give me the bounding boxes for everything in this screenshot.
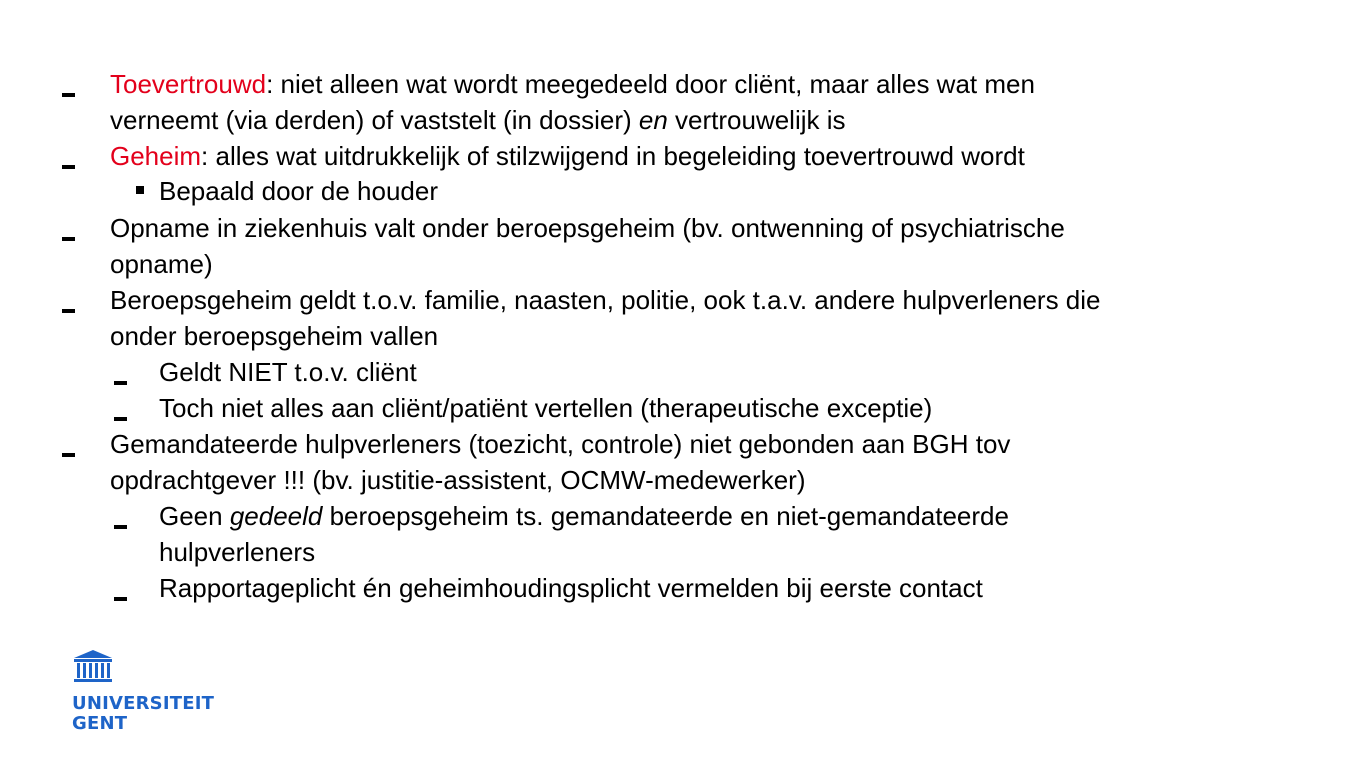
- bullet-icon: [62, 237, 75, 241]
- sub-bullet-item: Rapportageplicht én geheimhoudingsplicht vermelden bij eerste contact: [159, 573, 983, 603]
- bullet-icon: [62, 165, 75, 169]
- bullet-item-toevertrouwd: [110, 66, 1035, 102]
- sub-bullet-icon: [114, 597, 127, 601]
- bullet-item-continuation: [110, 102, 846, 138]
- bullet-icon: [62, 93, 75, 97]
- sub-bullet-icon: [114, 381, 127, 385]
- bullet-item-beroepsgeheim: Beroepsgeheim geldt t.o.v. familie, naasten, politie, ook t.a.v. andere hulpverleners die: [110, 285, 1101, 315]
- sub-text: Geen: [159, 501, 230, 531]
- definition-text: : alles wat uitdrukkelijk of stilzwijgend in begeleiding toevertrouwd wordt: [201, 141, 1025, 171]
- logo-text-line2: GENT: [72, 713, 128, 734]
- square-bullet-icon: [136, 186, 144, 194]
- bullet-icon: [62, 453, 75, 457]
- emphasis-text: en: [638, 105, 668, 135]
- term-geheim: Geheim: [110, 141, 202, 171]
- definition-text: : niet alleen wat wordt meegedeeld door cliënt, maar alles wat men: [266, 69, 1035, 99]
- bullet-item-geheim: [110, 138, 1025, 174]
- bullet-icon: [62, 309, 75, 313]
- sub-bullet-icon: [114, 417, 127, 421]
- sub-bullet-continuation: hulpverleners: [159, 537, 316, 567]
- sub-bullet-item: Toch niet alles aan cliënt/patiënt vertellen (therapeutische exceptie): [159, 393, 933, 423]
- bullet-item-continuation: opdrachtgever !!! (bv. justitie-assistent, OCMW-medewerker): [110, 465, 806, 495]
- building-icon: [72, 650, 114, 686]
- sub-text: beroepsgeheim ts. gemandateerde en niet-gemandateerde: [322, 501, 1009, 531]
- logo-text-line1: UNIVERSITEIT: [72, 693, 215, 714]
- continuation-text: verneemt (via derden) of vaststelt (in dossier): [110, 105, 639, 135]
- sub-bullet-item: Bepaald door de houder: [159, 176, 439, 206]
- university-logo: [72, 650, 215, 736]
- emphasis-text: gedeeld: [229, 501, 323, 531]
- bullet-item-continuation: opname): [110, 249, 213, 279]
- bullet-item-opname: Opname in ziekenhuis valt onder beroepsgeheim (bv. ontwenning of psychiatrische: [110, 213, 1065, 243]
- term-toevertrouwd: Toevertrouwd: [110, 69, 267, 99]
- bullet-item-continuation: onder beroepsgeheim vallen: [110, 321, 439, 351]
- sub-bullet-icon: [114, 525, 127, 529]
- continuation-text: vertrouwelijk is: [667, 105, 846, 135]
- sub-bullet-item: [159, 498, 1009, 534]
- sub-bullet-item: Geldt NIET t.o.v. cliënt: [159, 357, 417, 387]
- bullet-item-gemandateerde: Gemandateerde hulpverleners (toezicht, controle) niet gebonden aan BGH tov: [110, 429, 1011, 459]
